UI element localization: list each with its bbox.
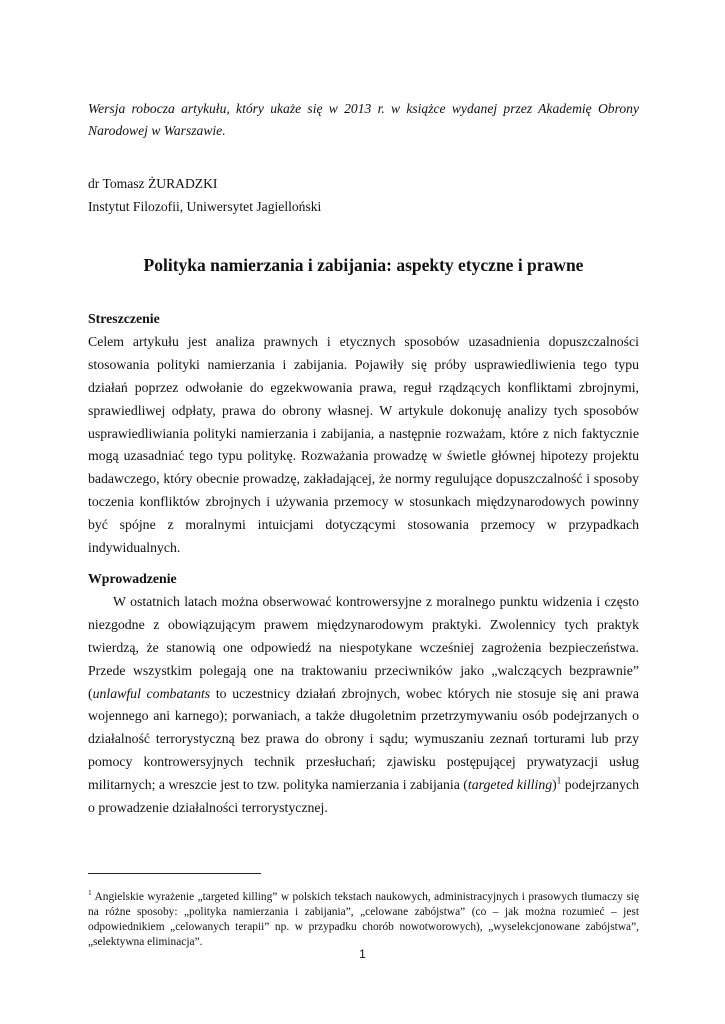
term-targeted-killing: targeted killing <box>467 777 553 793</box>
intro-text-4: podejrzanych o prowadzenie działalności terrorystycznej. <box>88 777 640 816</box>
footnote-separator <box>88 873 261 874</box>
author-block <box>88 172 321 218</box>
introduction-paragraph <box>88 591 639 820</box>
abstract-body: Celem artykułu jest analiza prawnych i etycznych sposobów uzasadnienia dopuszczalności stosowania polityki namierzania i zabijania. Pojawiły się próby usprawiedliwienia tego typu działań poprzez odwołanie do egzekwowania prawa, reguł rządzących konfliktami zbrojnymi, sprawiedliwej odpłaty, prawa do obrony własnej. W artykule dokonuję analizy tych sposobów usprawiedliwiania polityki namierzania i zabijania, a następnie rozważam, które z nich faktycznie mogą uzasadniać tego typu politykę. Rozważania prowadzę w świetle głównej hipotezy projektu badawczego, który obecnie prowadzę, zakładającej, że normy regulujące dopuszczalność i sposoby toczenia konfliktów zbrojnych i używania przemocy w stosunkach międzynarodowych powinny być spójne z moralnymi intuicjami dotyczącymi stosowania przemocy w przypadkach indywidualnych. <box>88 333 639 556</box>
footnote-number: 1 <box>88 888 92 898</box>
introduction-section <box>88 568 639 820</box>
author-affiliation: Instytut Filozofii, Uniwersytet Jagielloński <box>88 199 322 214</box>
introduction-heading: Wprowadzenie <box>88 571 177 586</box>
draft-note: Wersja robocza artykułu, który ukaże się w 2013 r. w książce wydanej przez Akademię Obrony Narodowej w Warszawie. <box>88 100 639 138</box>
author-name: dr Tomasz ŻURADZKI <box>88 176 218 191</box>
article-title: Polityka namierzania i zabijania: aspekty etyczne i prawne <box>143 254 584 275</box>
term-unlawful-combatants: unlawful combatants <box>92 685 211 701</box>
footnote-reference[interactable]: 1 <box>556 775 562 786</box>
intro-text-1: W ostatnich latach można obserwować kontrowersyjne z moralnego punktu widzenia i często niezgodne z obowiązującym prawem międzynarodowym praktyki. Zwolennicy tych praktyk twierdzą, że stanowią one odpowiedź na niespotykane wcześniej zagrożenia bezpieczeństwa. Przede wszystkim polegają one na traktowaniu przeciwników jako „walczących bezprawnie” ( <box>88 593 639 701</box>
abstract-section <box>88 308 639 560</box>
intro-text-2: to uczestnicy działań zbrojnych, wobec których nie stosuje się ani prawa wojennego ani karnego); porwaniach, a także długoletnim przetrzymywaniu osób podejrzanych o działalność terrorystyczną bez prawa do obrony i sądu; wymuszaniu zeznań torturami lub przy pomocy kontrowersyjnych technik przesłuchań; zjawisku postępującej prywatyzacji usług militarnych; a wreszcie jest to tzw. polityka namierzania i zabijania ( <box>88 685 639 793</box>
footnote-text: Angielskie wyrażenie „targeted killing” w polskich tekstach naukowych, administracyjnych i prasowych tłumaczy się na różne sposoby: „polityka namierzania i zabijania”, „celowane zabójstwa” (co – jak można rozumieć – jest odpowiednikiem „celowanych terapii” np. w przypadku chorób nowotworowych), „wyselekcjonowane zabójstwa”, „selektywna eliminacja”. <box>88 891 639 949</box>
page-number: 1 <box>359 947 366 961</box>
footnote <box>88 890 639 950</box>
intro-text-3: ) <box>552 777 557 793</box>
abstract-heading: Streszczenie <box>88 311 160 326</box>
